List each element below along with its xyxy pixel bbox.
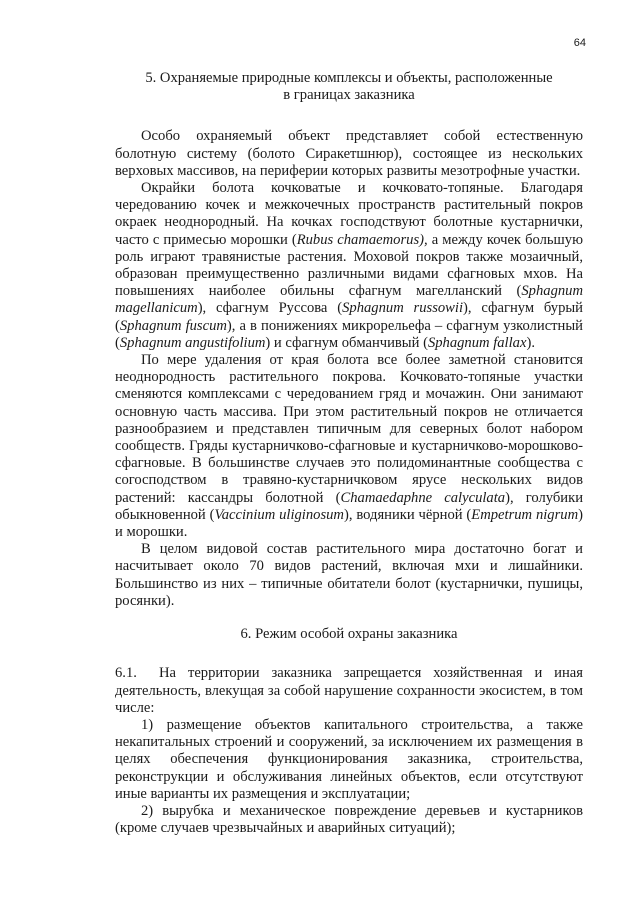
section-5-title: [115, 70, 583, 104]
species-name: Sphagnum fallax: [427, 334, 527, 351]
page-number: 64: [573, 37, 586, 49]
sub-item-2: 2) вырубка и механическое повреждение деревьев и кустарников (кроме случаев чрезвычайных и аварийных ситуаций);: [115, 802, 583, 837]
species-name: Vaccinium uliginosum: [214, 506, 344, 523]
clause-6-1: [115, 665, 583, 717]
text-run: ).: [526, 334, 535, 351]
species-name: Chamaedaphne calyculata: [340, 489, 506, 506]
text-run: ) и морошки.: [115, 506, 583, 541]
text-run: ) и сфагнум обманчивый (: [265, 334, 428, 351]
species-name: Sphagnum angustifolium: [119, 334, 266, 351]
paragraph-bog-center: [115, 352, 583, 541]
text-run: ), сфагнум Руссова (: [197, 300, 343, 317]
text-run: По мере удаления от края болота все более заметной становится неоднородность растительного покрова. Кочковато-топяные участки сменяются комплексами с чередованием гряд и мочажин. Они занимают основную часть массива. При этом растительный покров не отличается разнообразием и представлен типичным для северных болот набором сообществ. Гряды кустарничково-сфагновые и кустарничково-морошково-сфагновые. В большинстве случаев это полидоминантные сообщества с согосподством в травяно-кустарничковом ярусе нескольких видов растений: кассандры болотной (: [115, 352, 583, 506]
species-name: Sphagnum russowii: [342, 300, 464, 317]
species-name: Sphagnum fuscum: [119, 317, 227, 334]
text-run: Окрайки болота кочковатые и кочковато-топяные. Благодаря чередованию кочек и межкочечных пространств растительный покров окраек неоднородный. На кочках господствуют болотные кустарнички, часто с примесью морошки (: [115, 180, 583, 248]
species-name: Empetrum nigrum: [471, 506, 579, 523]
species-name: Rubus chamaemorus),: [296, 231, 428, 248]
section-5-title-line-2: в границах заказника: [283, 87, 415, 104]
text-run: а между кочек большую роль играют травянистые растения. Моховой покров также мозаичный, образован преимущественно различными видами сфагновых мхов. На повышениях наиболее обильны сфагнум магелланский (: [115, 231, 583, 300]
species-name: Sphagnum magellanicum: [115, 283, 583, 317]
text-run: ), водяники чёрной (: [343, 506, 472, 523]
section-6-title: 6. Режим особой охраны заказника: [240, 626, 458, 643]
text-run: ), а в понижениях микрорельефа – сфагнум узколистный (: [115, 317, 583, 351]
sub-item-1: 1) размещение объектов капитального строительства, а также некапитальных строений и сооружений, за исключением их размещения в целях обеспечения функционирования заказника, строительства, реконструкции и обслуживания линейных объектов, если отсутствуют иные варианты их размещения и эксплуатации;: [115, 716, 583, 802]
paragraph-species-count: В целом видовой состав растительного мира достаточно богат и насчитывает около 70 видов растений, включая мхи и лишайники. Большинство из них – типичные обитатели болот (кустарнички, пушицы, росянки).: [115, 541, 583, 609]
text-run: ), сфагнум бурый (: [115, 300, 583, 334]
paragraph-bog-edges: [115, 180, 583, 352]
page-content: [115, 70, 583, 837]
clause-text: На территории заказника запрещается хозяйственная и иная деятельность, влекущая за собой нарушение сохранности экосистем, в том числе:: [115, 665, 583, 716]
paragraph-bog-description: Особо охраняемый объект представляет собой естественную болотную систему (болото Сиракетшнюр), состоящее из нескольких верховых массивов, на периферии которых развиты мезотрофные участки.: [115, 128, 583, 179]
text-run: ), голубики обыкновенной (: [115, 489, 584, 523]
section-5-title-line-1: 5. Охраняемые природные комплексы и объекты, расположенные: [145, 70, 553, 86]
clause-number: 6.1.: [115, 665, 137, 682]
